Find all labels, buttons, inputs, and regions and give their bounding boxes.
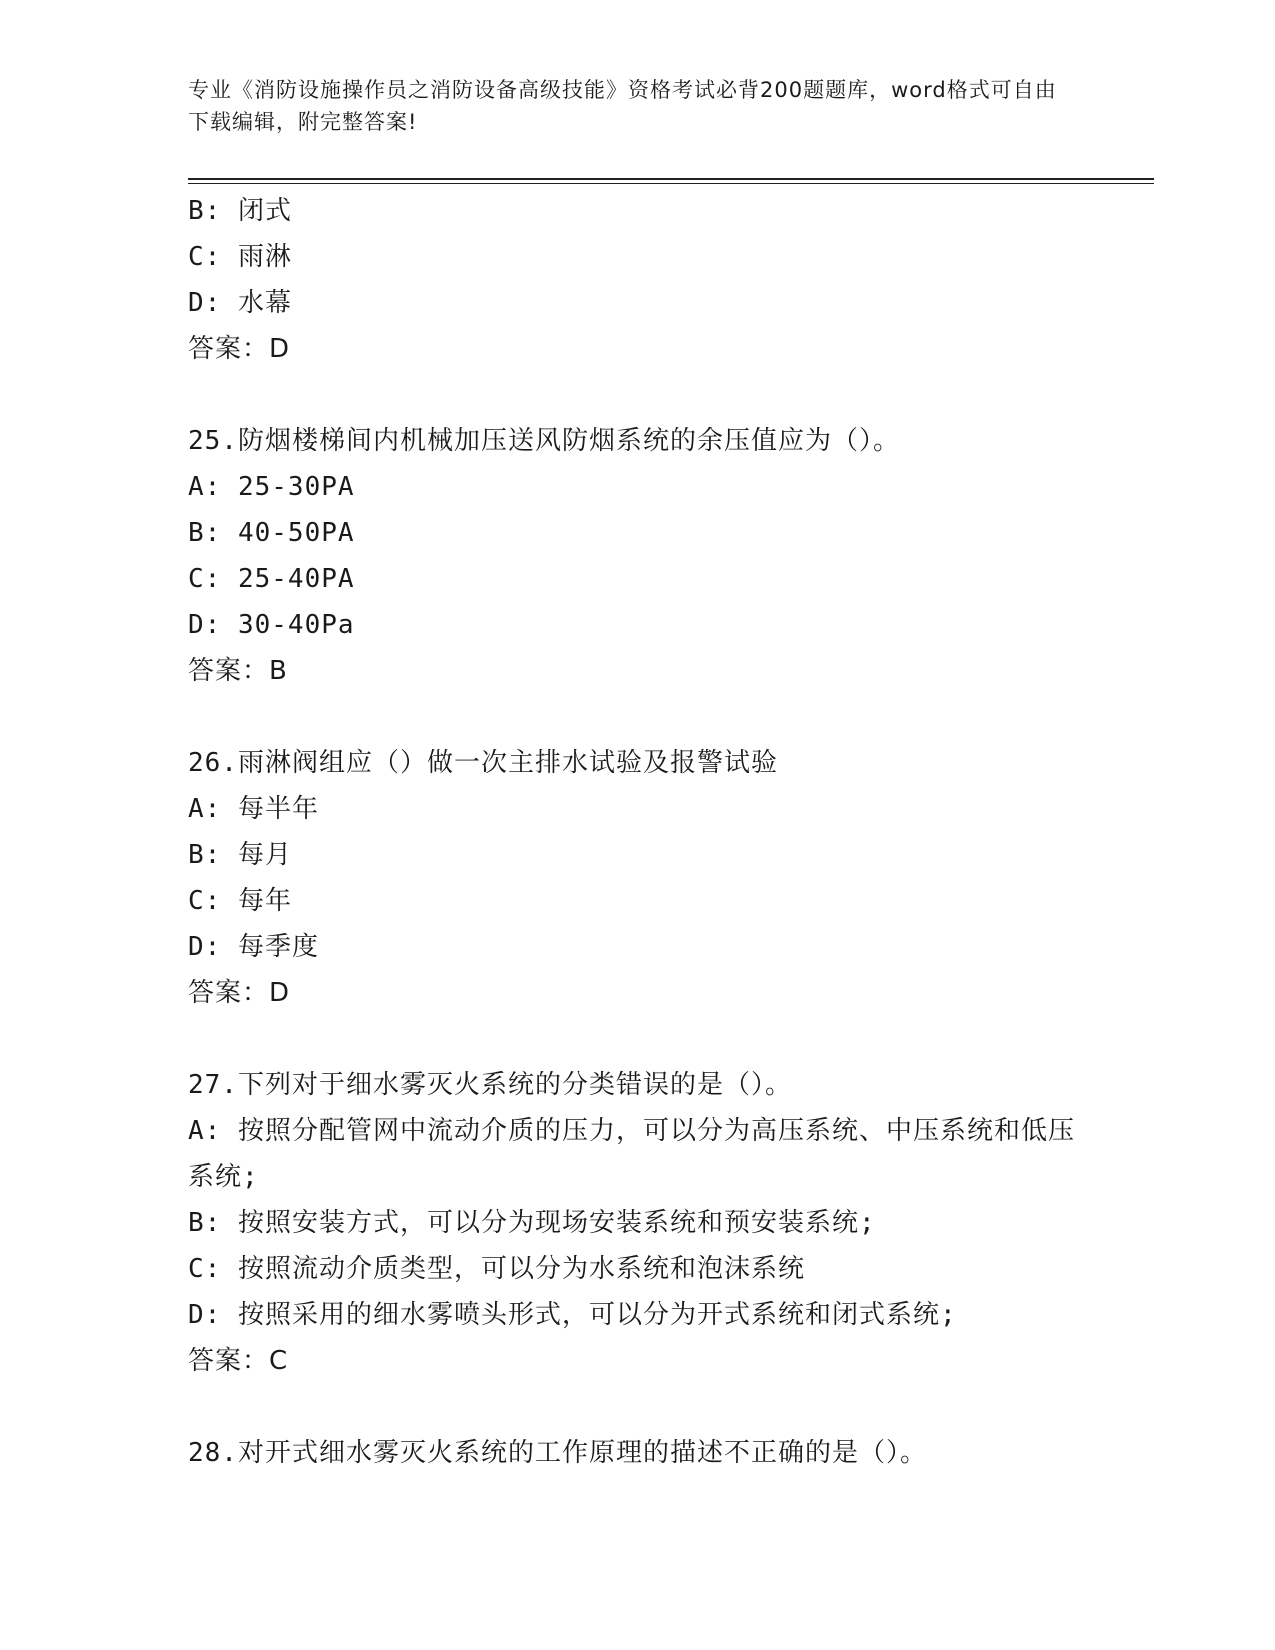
option-a: A: 每半年 (188, 794, 319, 824)
option-d: D: 每季度 (188, 932, 319, 962)
option-c: C: 雨淋 (188, 242, 292, 272)
question-26-block (188, 740, 1088, 1016)
question-28-block (188, 1430, 1088, 1476)
option-c: C: 25-40PA (188, 564, 355, 594)
answer-line: 答案：C (188, 1346, 289, 1376)
question-stem: 28.对开式细水雾灭火系统的工作原理的描述不正确的是（）。 (188, 1438, 927, 1468)
question-content (188, 188, 1088, 1476)
option-a: A: 按照分配管网中流动介质的压力，可以分为高压系统、中压系统和低压系统; (188, 1116, 1075, 1192)
header-divider-thick (188, 178, 1154, 180)
question-24-block (188, 188, 1088, 372)
option-c: C: 每年 (188, 886, 292, 916)
option-c: C: 按照流动介质类型，可以分为水系统和泡沫系统 (188, 1254, 805, 1284)
option-a: A: 25-30PA (188, 472, 355, 502)
option-b: B: 按照安装方式，可以分为现场安装系统和预安装系统; (188, 1208, 876, 1238)
answer-line: 答案：B (188, 656, 288, 686)
option-b: B: 每月 (188, 840, 292, 870)
question-25-block (188, 418, 1088, 694)
document-header: 专业《消防设施操作员之消防设备高级技能》资格考试必背200题题库，word格式可自由下载编辑，附完整答案! (188, 78, 1057, 134)
option-d: D: 30-40Pa (188, 610, 355, 640)
header-divider-thin (188, 183, 1154, 184)
question-stem: 25.防烟楼梯间内机械加压送风防烟系统的余压值应为（）。 (188, 426, 900, 456)
option-b: B: 40-50PA (188, 518, 355, 548)
answer-line: 答案：D (188, 978, 291, 1008)
option-d: D: 水幕 (188, 288, 292, 318)
question-stem: 27.下列对于细水雾灭火系统的分类错误的是（）。 (188, 1070, 792, 1100)
question-27-block (188, 1062, 1088, 1384)
answer-line: 答案：D (188, 334, 291, 364)
option-d: D: 按照采用的细水雾喷头形式，可以分为开式系统和闭式系统; (188, 1300, 957, 1330)
question-stem: 26.雨淋阀组应（）做一次主排水试验及报警试验 (188, 748, 778, 778)
option-b: B: 闭式 (188, 196, 292, 226)
